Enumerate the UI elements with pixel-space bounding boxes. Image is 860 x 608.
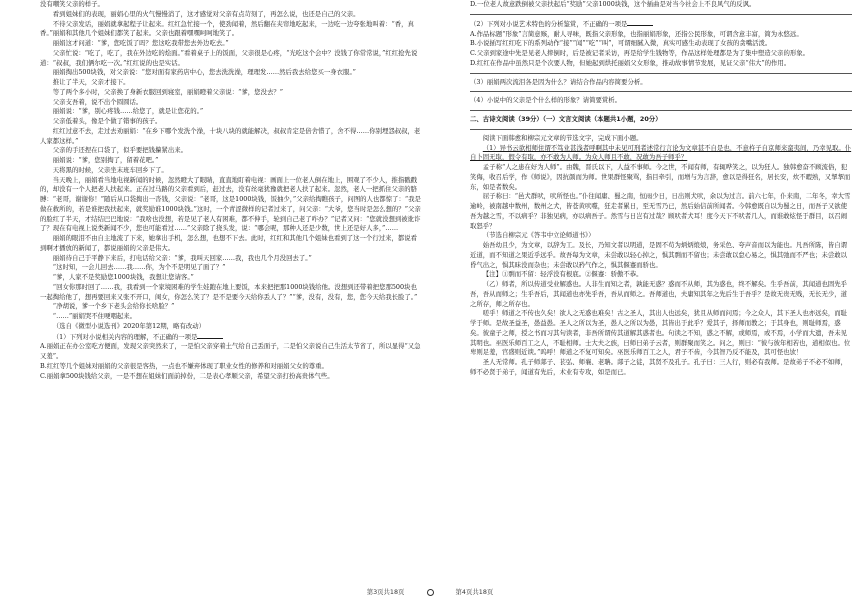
- text-paragraph: 孟子称“人之患在好为人师”。由魏，晋氏以下，人益不事师。今之世，不闻有师，有辄哗笑之，以为狂人。独韩愈奋不顾流俗，犯笑侮，收召后学，作《师说》，因抗颜而为师。世果群怪聚骂，指目牵引，而增与为言辞，愈以是得狂名，居长安，炊不暇熟，又挈挈而东，如是者数矣。: [470, 163, 851, 191]
- footnote: 【注】①剽而不留：轻浮没有根底。②偃蹇：骄傲不恭。: [482, 270, 643, 279]
- option-a: A.丽娟正在办公室吃方便面，发现父亲突然来了，一是怕父亲穿着土气给自己丢面子，二是怕父亲说自己生活太节省了，所以显得“又急又羞”。: [40, 342, 421, 360]
- question-2-text: （2）下列对小说艺术特色的分析鉴赏，不正确的一项是: [470, 19, 628, 28]
- text-paragraph: 当天晚上，丽娟看当地电视新闻的时候，忽然瞪大了眼睛，直直地盯着电视：画面上一位老人倒在地上，围观了不少人，推指戳戳的，却没有一个人把老人扶起来。正在过马路的父亲看到后，赶过去，没有丝毫犹豫就把老人扶了起来。忽然，老人一把抓住父亲的胳膊：“老哥，谢谢你！”随后从口袋掏出一沓钱，父亲说：“老哥，这是1000块钱，饭抽少，”父亲给掏瞧孩子，问图的人也都惊了：“我是做在救所的，若是谁把我扶起来，就奖励谁1000块钱。”这时，一个青涩微样的记者过来了，问父亲：“大爷，您当时是怎么想的？”父亲的脸红了半天，才结结巴巴地说：“我啥也没想，若是见了老人有困难，都不伸手，轮到自己老了咋办？”记者又问：“您就没想到被讹诈了？现在有电视上说类新闻不少，您也可能看过……”父亲除了挠头发，说：“哪会呢，那种人还是少数，世上还是好人多，”……: [40, 175, 421, 233]
- right-page-number: 第4页共18页: [455, 588, 494, 596]
- section-divider: [470, 110, 852, 111]
- section-divider: [470, 129, 852, 130]
- text-paragraph: 丽娟待自己于平静下来后，打电话给父亲：“爹，我叫天回家……我，我也几个月没回去了。”: [52, 253, 312, 262]
- text-paragraph: 嗟乎！师道之不传也久矣！欲人之无惑也难矣！古之圣人，其出人也远矣，犹且从师而问焉；今之众人，其下圣人也亦远矣，而耻学于师。是故圣益圣，愚益愚。圣人之所以为圣，愚人之所以为愚，其皆出于此乎？爱其子，择师而教之；于其身也，则耻师焉，惑矣。彼童子之师，授之书而习其句读者，非吾所谓传其道解其惑者也。句读之不知，惑之不解，或师焉，或不焉，小学而大遗，吾未见其明也。巫医乐师百工之人，不耻相师。士大夫之族，曰师曰弟子云者，则群聚而笑之。问之，则曰：“彼与彼年相若也，道相似也。位卑则足羞，官盛则近谀。”呜呼！师道之不复可知矣。巫医乐师百工之人，君子不齿，今其智乃反不能及，其可怪也欤！: [470, 309, 851, 357]
- answer-blank[interactable]: [627, 19, 653, 26]
- text-paragraph: “……”丽娟哭不住哽咽起来。: [52, 312, 137, 320]
- section-divider: [470, 91, 852, 92]
- question-2: [470, 19, 852, 30]
- text-paragraph: （1）异书云欲相师住谓不笃业甚浅者呼啊其中未见可刑者述常行言论为文章甚不自是也，不意杵子自京师来蛮夷间，乃幸见取。仆自卜固无取，假令有取，亦不敢为人师。为众人师且不敢，况敢为吾子师乎？: [470, 143, 852, 162]
- text-paragraph: 父亲低着头，像是个做了错事的孩子。: [52, 117, 162, 125]
- left-column: [40, 0, 422, 580]
- question-1-text: （1）下列对小说相关内容的理解，不正确的一项是: [52, 332, 198, 341]
- text-paragraph: “净胡说，爹一个乡下老头会给你长啥脸？”: [52, 302, 175, 311]
- text-paragraph: 屈子称曰：“邑犬群吠，吠所怪也。”仆往闻庸、蜀之南，恒雨少日，日出则犬吠，余以为过言。前六七年，仆来南，二年冬，幸大雪逾岭，被南越中数州，数州之犬，皆苍黄吠噬，狂走者累日，至无雪乃已，然后始信前所闻者。今韩愈既自以为蜀之日，而吾子又欲使吾为越之雪，不以病乎？非独见病，亦以病吾子。然雪与日岂有过哉？顾吠者犬耳！度今天下不吠者几人，而谁敢炫怪于群目，以召闹取怒乎？: [470, 192, 851, 230]
- option-c: C.父亲到家途中先是见老人摔倒时，后是被记者采访，再是给学生钱物等，作品这样处理都是为了集中塑造父亲的形象。: [470, 49, 810, 57]
- text-paragraph: “回女你那时回了……我，我看到一个家境困难的学生娃跑在地上要饭，本来把把那1000块钱给他。没想到还带着把您那500块也一起掏给他了，想再要回来又张不开口，闺女，你怎么笑了？是不是要今天给你丢人了？”“爹，没有，没有，您，您今天给我长脸了。”: [40, 282, 418, 301]
- question-3: （3）丽娟两次流泪各是因为什么？请结合作品内容简要分析。: [470, 77, 647, 86]
- text-paragraph: “这时知，一会儿回去……我……你，为个不是明见了面了？”: [52, 263, 226, 272]
- option-d: D.一位老人故意跌倒被父亲扶起后“奖励”父亲1000块钱，这个插曲是对当今社会上不良风气的反讽。: [470, 0, 756, 8]
- text-paragraph: 等了两个多小时，父亲换了身新衣服回到寝室，丽娟瞪着父亲说：“爹，您没去？”: [52, 87, 284, 96]
- option-a: A.作品标题“形象”言简意赅，耐人寻味，既指父亲形象，也指丽娟形象，还指公民形象，可谓含意丰富，简为永悠远。: [470, 29, 803, 38]
- text-paragraph: 不待父亲发话，丽娟就拿起程子让起来。红红急忙接一个，使劲闻着，然后翻在夹帘地吃起来，一边吃一边夸张地叫着：“香，真香。”丽娟和其他几个姐妹们都笑了起来。父亲也跟着嘿嘿呵呵地笑了。: [40, 19, 414, 38]
- text-paragraph: 推让了半天，父亲才接下。: [52, 78, 130, 86]
- source-citation: （选自《微型小说选刊》2020年第12期，略有改动）: [52, 321, 206, 330]
- option-b: B.红红等几个姐妹对丽娟的父亲很是客热，一点也不嫌弃体现了职业女性的修养和对丽娟父女的尊重。: [40, 361, 328, 370]
- text-paragraph: 丽娟的眼泪不由自主地流了下来，她拿出手机，怎么想，也想不下去。此时，红红和其他几个姐妹也看到了这一个行过来，都说看到啊才播放的新闻了，都说丽娟的父亲是伟大。: [40, 234, 418, 252]
- option-b: B.小说插写红红吃下的系列动作“接”“闻”“吃”“叫”，可谓细腻入微，真实可感生动表现了女孩的贪嘴活泼。: [470, 39, 772, 48]
- answer-blank[interactable]: [197, 332, 223, 339]
- text-paragraph: 红红过意不去，走过去劝丽娟：“在乡下哪个发洗个澡，十块八块的就能解决，叔叔肯定是倍舍惜了，舍不得……你别埋怨叔叔，老人家都这样。”: [40, 126, 421, 145]
- option-c: C.丽娟拿500块钱给父亲，一是不想在姐妹们面前掉份，二是表心孝顺父亲，希望父亲打扮高贵体气些。: [40, 371, 334, 380]
- text-paragraph: 丽娟说：“爹，您别掏了，留着花吧。”: [52, 156, 159, 164]
- section-divider: [470, 14, 852, 15]
- reading-instruction: 阅读下面韩愈和柳宗元文章的节选文字，完成下面小题。: [482, 133, 643, 142]
- question-4: （4）小说中的父亲是个什么样的形象？请简要赏析。: [470, 96, 622, 105]
- text-paragraph: “爹，人家不是奖励您1000块钱，我想让您请客。”: [52, 273, 194, 281]
- text-paragraph: 丽娟说：“爹，别心疼钱……给您了，就是让您花的。”: [52, 107, 204, 116]
- text-paragraph: 天将黑的时候，父亲坐末班车回乡下了。: [52, 165, 168, 174]
- text-paragraph: 丽娟掏出500块钱，对父亲说：“您对面有家药店中心，您去洗洗澡，理理发……然后我去给您买一身衣服。”: [52, 68, 356, 77]
- text-line: 没有嘲笑父亲的样子。: [40, 0, 104, 8]
- text-paragraph: 丽娟这才问道：“爹，您吃饭了吗？您这吃我带您去外边吃去。”: [52, 39, 229, 47]
- text-paragraph: 父亲支吾着，说不出个圆圆话。: [52, 97, 143, 106]
- text-paragraph: 圣人无常师。孔子师郯子、苌弘、师襄、老聃。郯子之徒，其贤不及孔子。孔子曰：三人行，则必有我师。是故弟子不必不如师，师不必贤于弟子，闻道有先后，术业有专攻，如是而已。: [470, 358, 848, 376]
- text-paragraph: 父亲忙说：“吃了，吃了，我在外边吃的烩面。”看着桌子上的饭面，父亲很是心疼，“光吃这个会中？没钱了你常常说，”红红抢先说道：“叔叔，我们俩尔吃一次。”红红说的也是实话。: [40, 48, 418, 67]
- source-citation: （节选自柳宗元《答韦中立论师道书》）: [482, 231, 595, 240]
- section-heading: 二、古诗文阅读（39分）（一）文言文阅读（本题共1小题，20分）: [470, 115, 662, 123]
- page-footer: [0, 587, 860, 596]
- text-paragraph: 父亲的手还捏在口袋了，似乎要把钱攥紧出来。: [52, 146, 187, 155]
- option-d: D.红红在作品中虽然只是个次要人物，但她起到烘托丽娟父女形象，推动故事情节发展，见证父亲“伟大”的作用。: [470, 58, 791, 67]
- section-divider: [470, 73, 852, 74]
- text-paragraph: （乙）师者，所以传道受业解惑也。人非生而知之者，孰能无惑？惑而不从师，其为惑也，终不解矣。生乎吾前，其闻道也固先乎吾，吾从而师之；生乎吾后，其闻道也亦先乎吾，吾从而师之。吾师道也，夫庸知其年之先后生于吾乎？是故无贵无贱，无长无少，道之所存，师之所存也。: [470, 280, 848, 308]
- right-column: [470, 0, 852, 580]
- text-paragraph: 看到姐妹们的表现，丽娟心里的火气慢慢消了，这才感觉对父亲有点苛刻了，再怎么说，也还是自己的父亲。: [52, 9, 360, 18]
- binding-hole-icon: [427, 589, 434, 596]
- question-1: [40, 332, 422, 343]
- text-paragraph: 始吾幼且少，为文章，以辞为工。及长，乃知文者以明道，是固不苟为炳炳烺烺，务采色、夸声音而以为能也。凡吾所陈，皆自谓近道，而不知道之果近乎远乎。故吾每为文章，未尝敢以轻心掉之，惧其剽而不留也；未尝敢以怠心易之，惧其弛而不严也；未尝敢以昏气出之，惧其昧没而杂也；未尝敢以矜气作之，惧其偃蹇而骄也。: [470, 241, 848, 269]
- left-page-number: 第3页共18页: [366, 588, 405, 596]
